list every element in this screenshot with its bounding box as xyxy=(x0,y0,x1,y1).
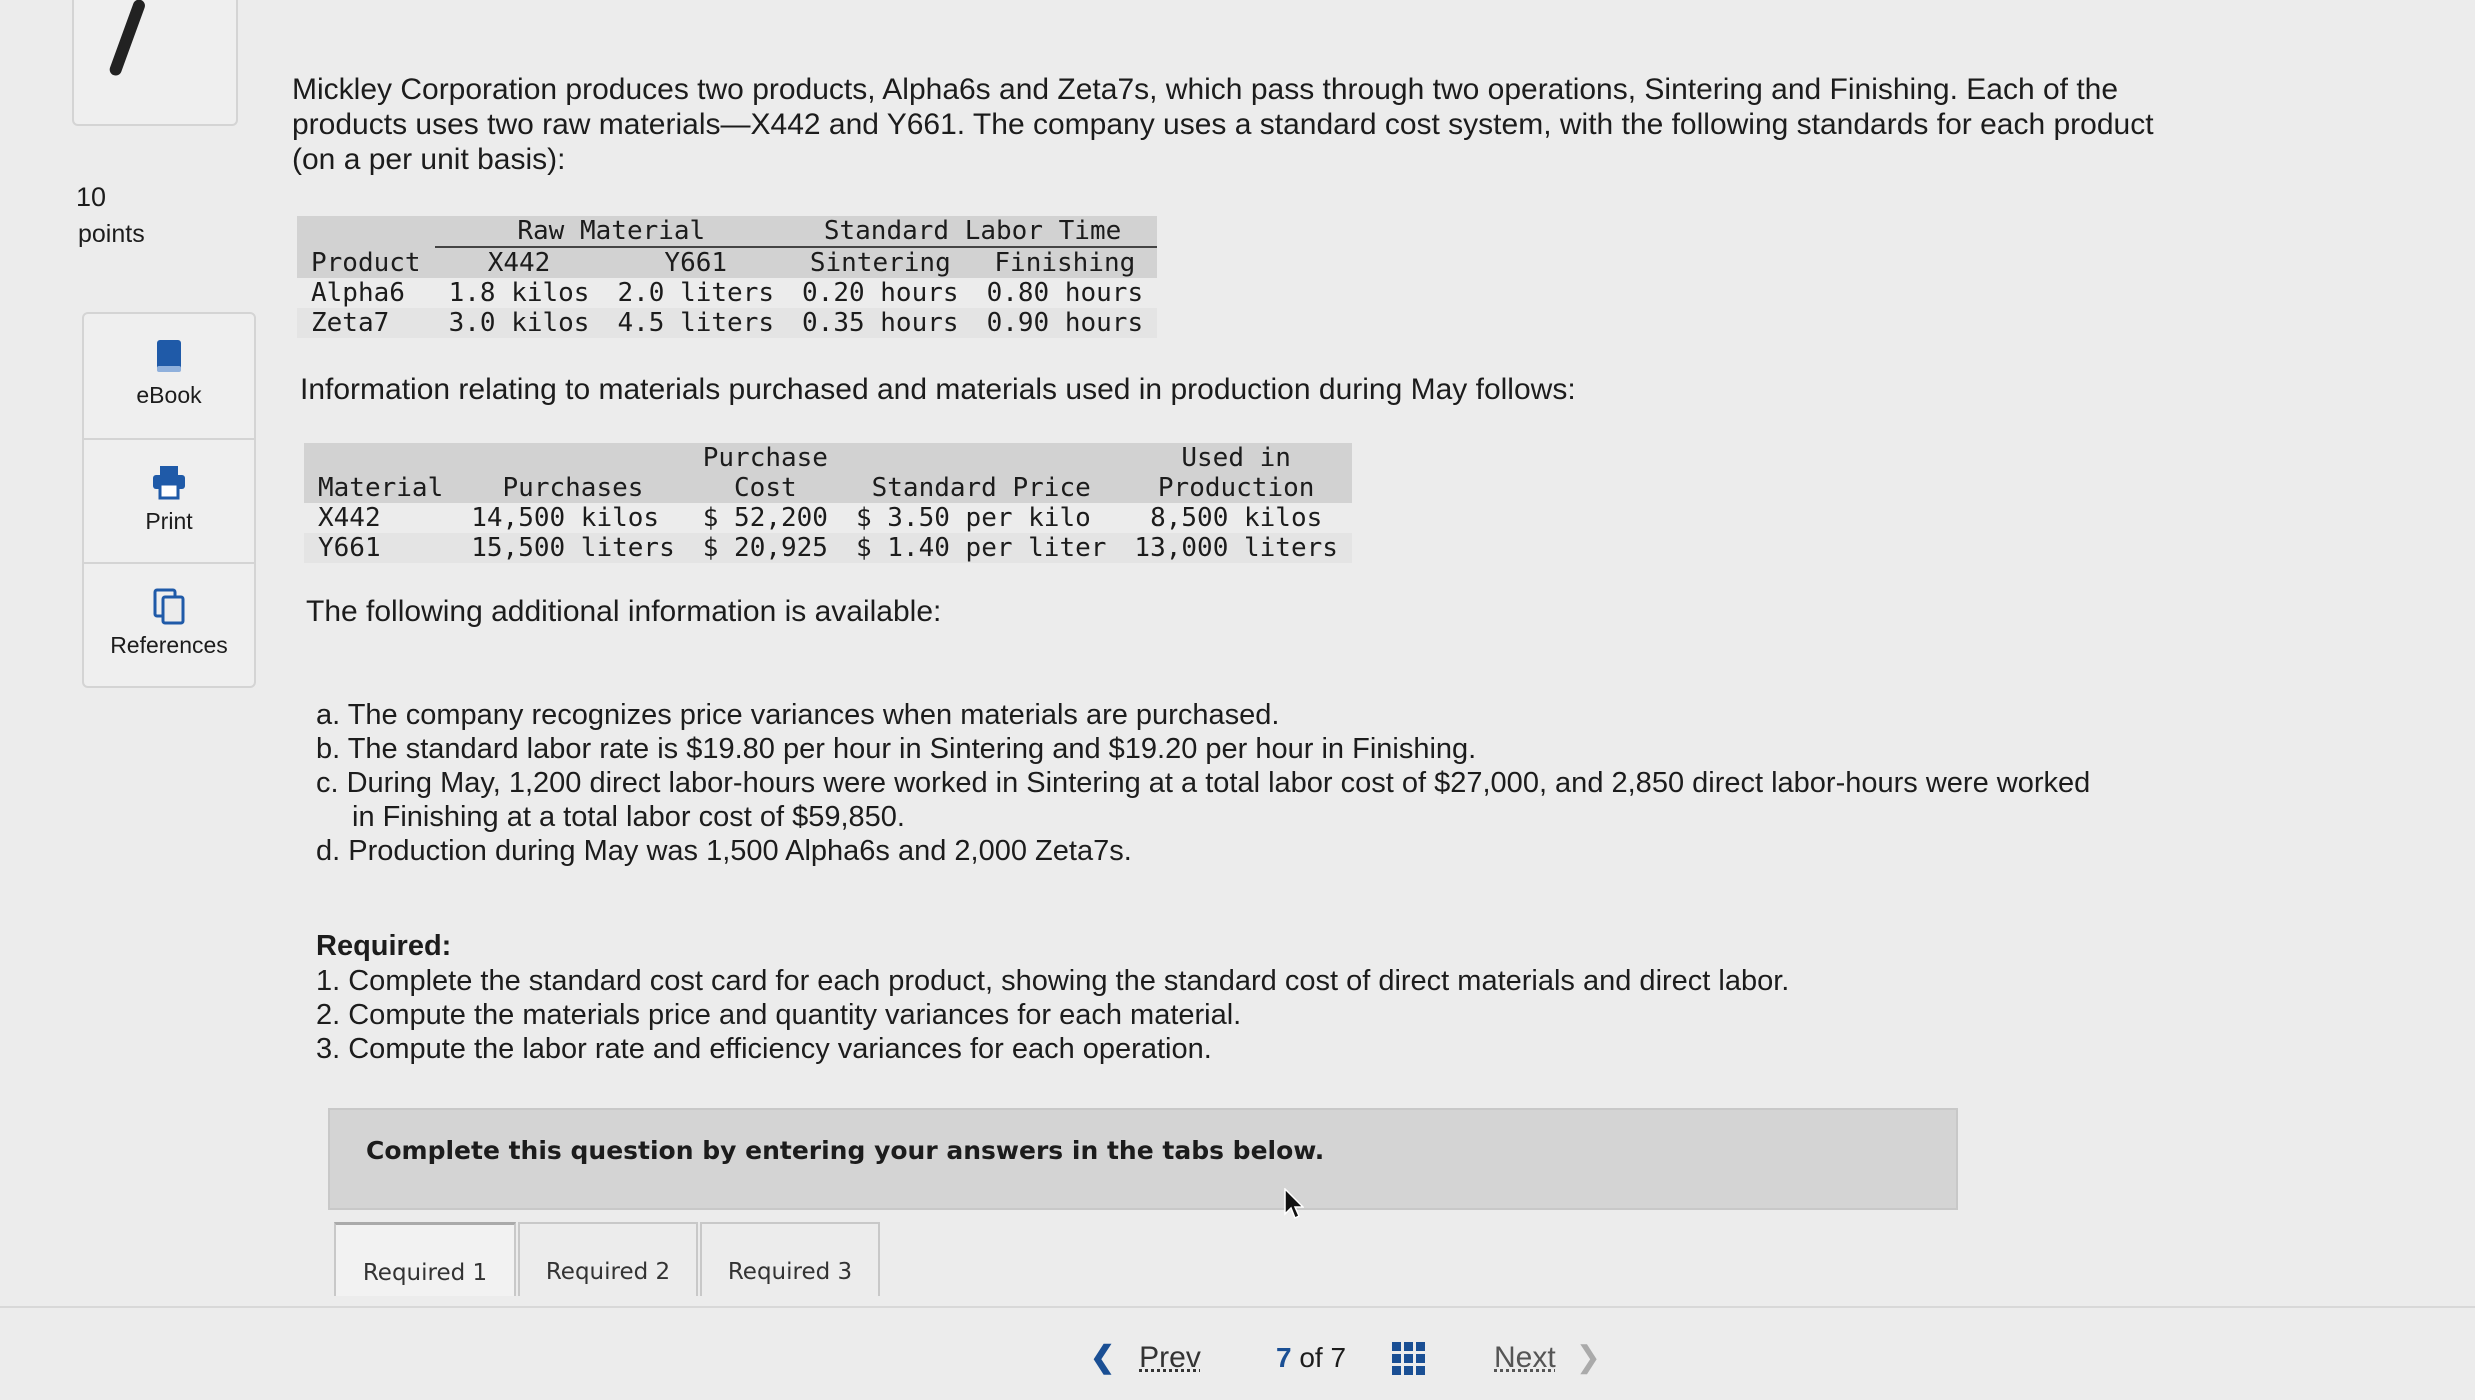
question-total: of 7 xyxy=(1299,1342,1347,1373)
ebook-icon xyxy=(149,336,189,376)
group-header-labor-time: Standard Labor Time xyxy=(788,216,1157,247)
table-header-row xyxy=(304,473,1352,503)
list-item: b. The standard labor rate is $19.80 per hour in Sintering and $19.20 per hour in Finishing. xyxy=(316,733,1477,765)
column-header: Y661 xyxy=(603,247,788,278)
additional-info-list xyxy=(316,698,2116,868)
list-item: 2. Compute the materials price and quantity variances for each material. xyxy=(316,999,1242,1031)
next-button[interactable] xyxy=(1494,1340,1601,1375)
column-header: Material xyxy=(304,473,457,503)
column-header: Purchases xyxy=(457,473,689,503)
list-item: a. The company recognizes price variances when materials are purchased. xyxy=(316,699,1280,731)
instruction-text: Complete this question by entering your answers in the tabs below. xyxy=(366,1136,1325,1165)
print-label: Print xyxy=(145,508,193,534)
column-header: Sintering xyxy=(788,247,973,278)
bottom-nav-bar xyxy=(0,1306,2475,1394)
tab-required-1[interactable]: Required 1 xyxy=(334,1222,516,1296)
table-row: Zeta7 3.0 kilos 4.5 liters 0.35 hours 0.90 hours xyxy=(297,308,1157,338)
ebook-button[interactable] xyxy=(84,314,254,436)
mouse-cursor-icon xyxy=(1284,1188,1304,1220)
prev-button[interactable] xyxy=(1090,1340,1201,1375)
instruction-banner xyxy=(328,1108,1958,1210)
ebook-label: eBook xyxy=(136,382,202,408)
points-label: points xyxy=(78,220,145,248)
list-item: d. Production during May was 1,500 Alpha6s and 2,000 Zeta7s. xyxy=(316,835,1132,867)
table-row: Alpha6 1.8 kilos 2.0 liters 0.20 hours 0.80 hours xyxy=(311,278,1144,308)
chevron-left-icon: ❮ xyxy=(1090,1341,1116,1374)
tab-required-3[interactable]: Required 3 xyxy=(700,1222,880,1296)
current-question: 7 xyxy=(1276,1342,1292,1373)
next-label: Next xyxy=(1494,1341,1556,1374)
table-row: Y661 15,500 liters $ 20,925 $ 1.40 per liter 13,000 liters xyxy=(304,533,1352,563)
prev-label: Prev xyxy=(1139,1341,1201,1374)
question-counter xyxy=(1276,1342,1346,1374)
list-item: 3. Compute the labor rate and efficiency variances for each operation. xyxy=(316,1033,1212,1065)
required-heading: Required: xyxy=(316,930,452,962)
additional-info-heading: The following additional information is available: xyxy=(306,595,942,628)
materials-info-text: Information relating to materials purchased and materials used in production during May follows: xyxy=(300,373,1576,406)
column-header: Standard Price xyxy=(842,473,1120,503)
printer-icon xyxy=(149,462,189,502)
materials-table xyxy=(304,443,1352,563)
references-icon xyxy=(149,586,189,626)
question-intro: Mickley Corporation produces two products, Alpha6s and Zeta7s, which pass through two operations, Sintering and Finishing. Each of the products uses two raw materials—X442 and Y661. The company uses a standard cost system, with the following standards for each product (on a per unit basis): xyxy=(292,73,2154,176)
table-row: X442 14,500 kilos $ 52,200 $ 3.50 per kilo 8,500 kilos xyxy=(318,503,1323,533)
chevron-right-icon: ❯ xyxy=(1575,1341,1601,1374)
required-list xyxy=(316,964,1789,1066)
references-label: References xyxy=(110,632,228,658)
column-header: Cost xyxy=(689,473,842,503)
column-header: Finishing xyxy=(973,247,1158,278)
standards-table xyxy=(297,216,1157,338)
list-item: 1. Complete the standard cost card for each product, showing the standard cost of direct materials and direct labor. xyxy=(316,965,1790,997)
column-header: Production xyxy=(1120,473,1352,503)
list-item: c. During May, 1,200 direct labor-hours were worked in Sintering at a total labor cost of $27,000, and 2,850 direct labor-hours were worked in Finishing at a total labor cost of $59,850. xyxy=(316,767,2091,833)
tab-required-2[interactable]: Required 2 xyxy=(518,1222,698,1296)
points-value: 10 xyxy=(76,182,107,212)
tools-panel xyxy=(82,312,256,688)
table-header-row xyxy=(297,247,1157,278)
column-header: Product xyxy=(297,247,435,278)
column-header: Purchase xyxy=(689,443,842,473)
column-header: Used in xyxy=(1120,443,1352,473)
print-button[interactable] xyxy=(84,438,254,562)
column-header: X442 xyxy=(435,247,604,278)
grid-icon[interactable] xyxy=(1392,1342,1426,1376)
references-button[interactable] xyxy=(84,562,254,686)
question-nav-card xyxy=(72,0,238,126)
group-header-raw-material: Raw Material xyxy=(435,216,788,247)
